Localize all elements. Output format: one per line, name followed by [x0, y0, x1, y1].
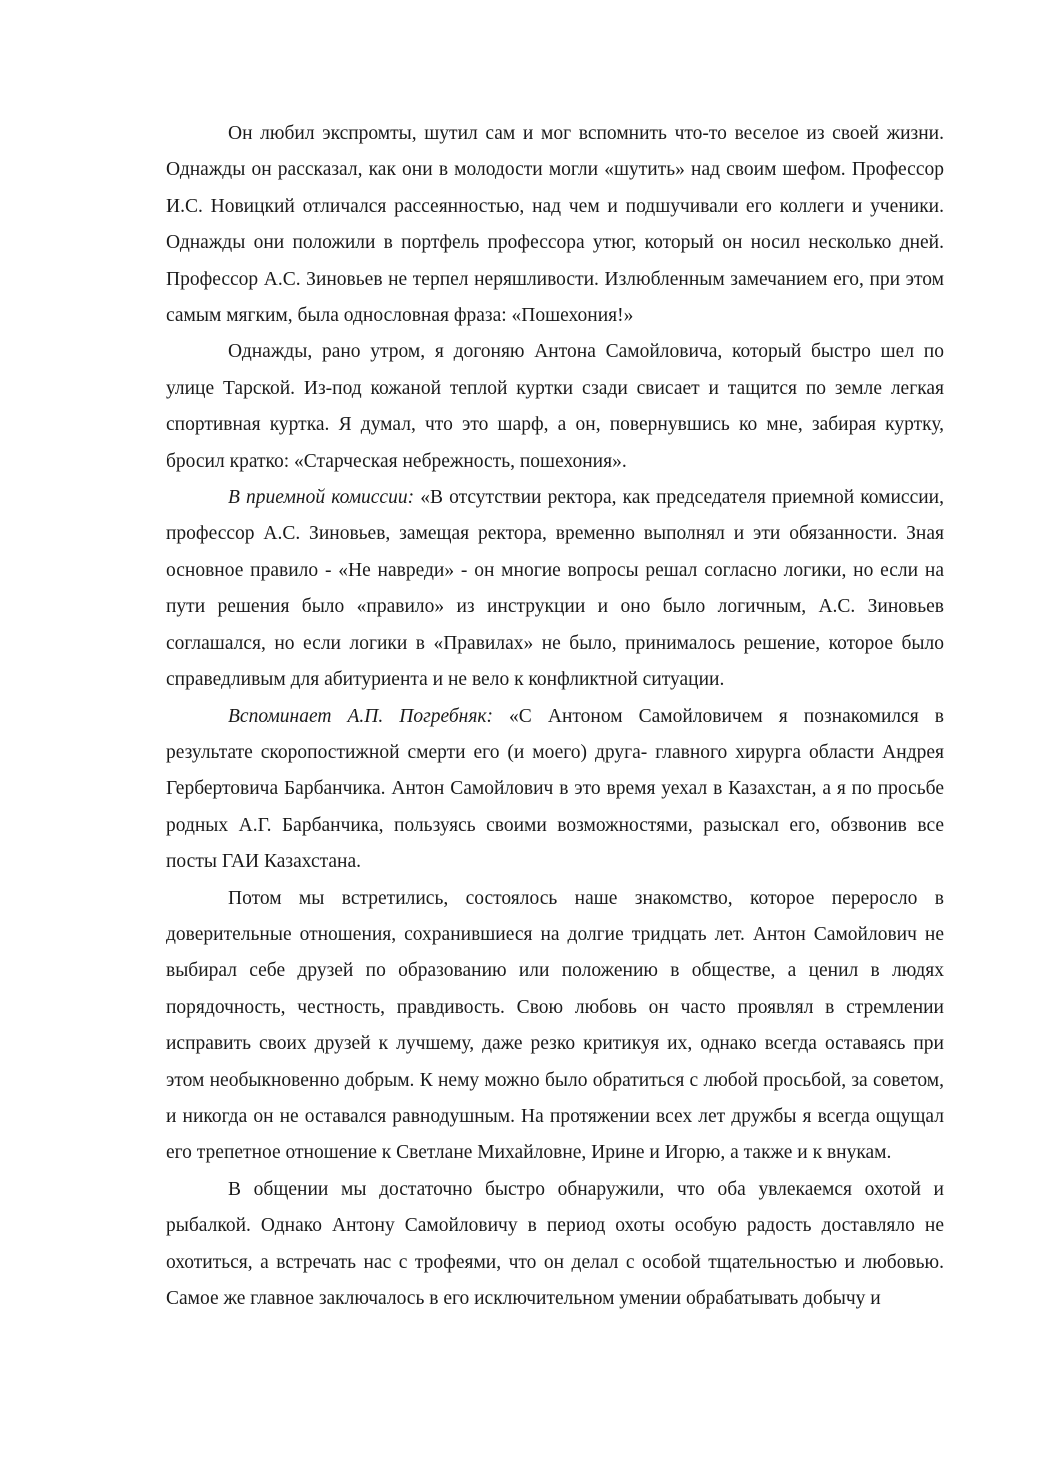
paragraph-5-text: Потом мы встретились, состоялось наше знакомство, которое переросло в доверительные отношения, сохранившиеся на долгие тридцать лет. Антон Самойлович не выбирал себе друзей по образованию или положению в обществе, а ценил в людях порядочность, честность, правдивость. Свою любовь он часто проявлял в стремлении исправить своих друзей к лучшему, даже резко критикуя их, однако всегда оставаясь при этом необыкновенно добрым. К нему можно было обратиться с любой просьбой, за советом, и никогда он не оставался равнодушным. На протяжении всех лет дружбы я всегда ощущал его трепетное отношение к Светлане Михайловне, Ирине и Игорю, а также и к внукам. [166, 887, 944, 1164]
document-body [166, 116, 944, 1317]
paragraph-4-text: «С Антоном Самойловичем я познакомился в результате скоропостижной смерти его (и моего) друга- главного хирурга области Андрея Гербертовича Барбанчика. Антон Самойлович в это время уехал в Казахстан, а я по просьбе родных А.Г. Барбанчика, пользуясь своими возможностями, разыскал его, обзвонив все посты ГАИ Казахстана. [166, 705, 944, 873]
paragraph-6 [166, 1172, 944, 1318]
paragraph-1 [166, 116, 944, 334]
paragraph-4 [166, 699, 944, 881]
paragraph-5 [166, 881, 944, 1172]
paragraph-2-text: Однажды, рано утром, я догоняю Антона Самойловича, который быстро шел по улице Тарской. Из-под кожаной теплой куртки сзади свисает и тащится по земле легкая спортивная куртка. Я думал, что это шарф, а он, повернувшись ко мне, забирая куртку, бросил кратко: «Старческая небрежность, пошехония». [166, 341, 944, 472]
paragraph-3-italic-lead: В приемной комиссии: [228, 487, 415, 509]
paragraph-3-text: «В отсутствии ректора, как председателя приемной комиссии, профессор А.С. Зиновьев, замещая ректора, временно выполнял и эти обязанности. Зная основное правило - «Не навреди» - он многие вопросы решал согласно логики, но если на пути решения было «правило» из инструкции и оно было логичным, А.С. Зиновьев соглашался, но если логики в «Правилах» не было, принималось решение, которое было справедливым для абитуриента и не вело к конфликтной ситуации. [166, 487, 944, 691]
paragraph-2 [166, 334, 944, 480]
paragraph-1-text: Он любил экспромты, шутил сам и мог вспомнить что-то веселое из своей жизни. Однажды он рассказал, как они в молодости могли «шутить» над своим шефом. Профессор И.С. Новицкий отличался рассеянностью, над чем и подшучивали его коллеги и ученики. Однажды они положили в портфель профессора утюг, который он носил несколько дней. Профессор А.С. Зиновьев не терпел неряшливости. Излюбленным замечанием его, при этом самым мягким, была однословная фраза: «Пошехония!» [166, 123, 944, 327]
paragraph-3 [166, 480, 944, 698]
paragraph-6-text: В общении мы достаточно быстро обнаружили, что оба увлекаемся охотой и рыбалкой. Однако Антону Самойловичу в период охоты особую радость доставляло не охотиться, а встречать нас с трофеями, что он делал с особой тщательностью и любовью. Самое же главное заключалось в его исключительном умении обрабатывать добычу и [166, 1178, 944, 1309]
paragraph-4-italic-lead: Вспоминает А.П. Погребняк: [228, 705, 494, 727]
